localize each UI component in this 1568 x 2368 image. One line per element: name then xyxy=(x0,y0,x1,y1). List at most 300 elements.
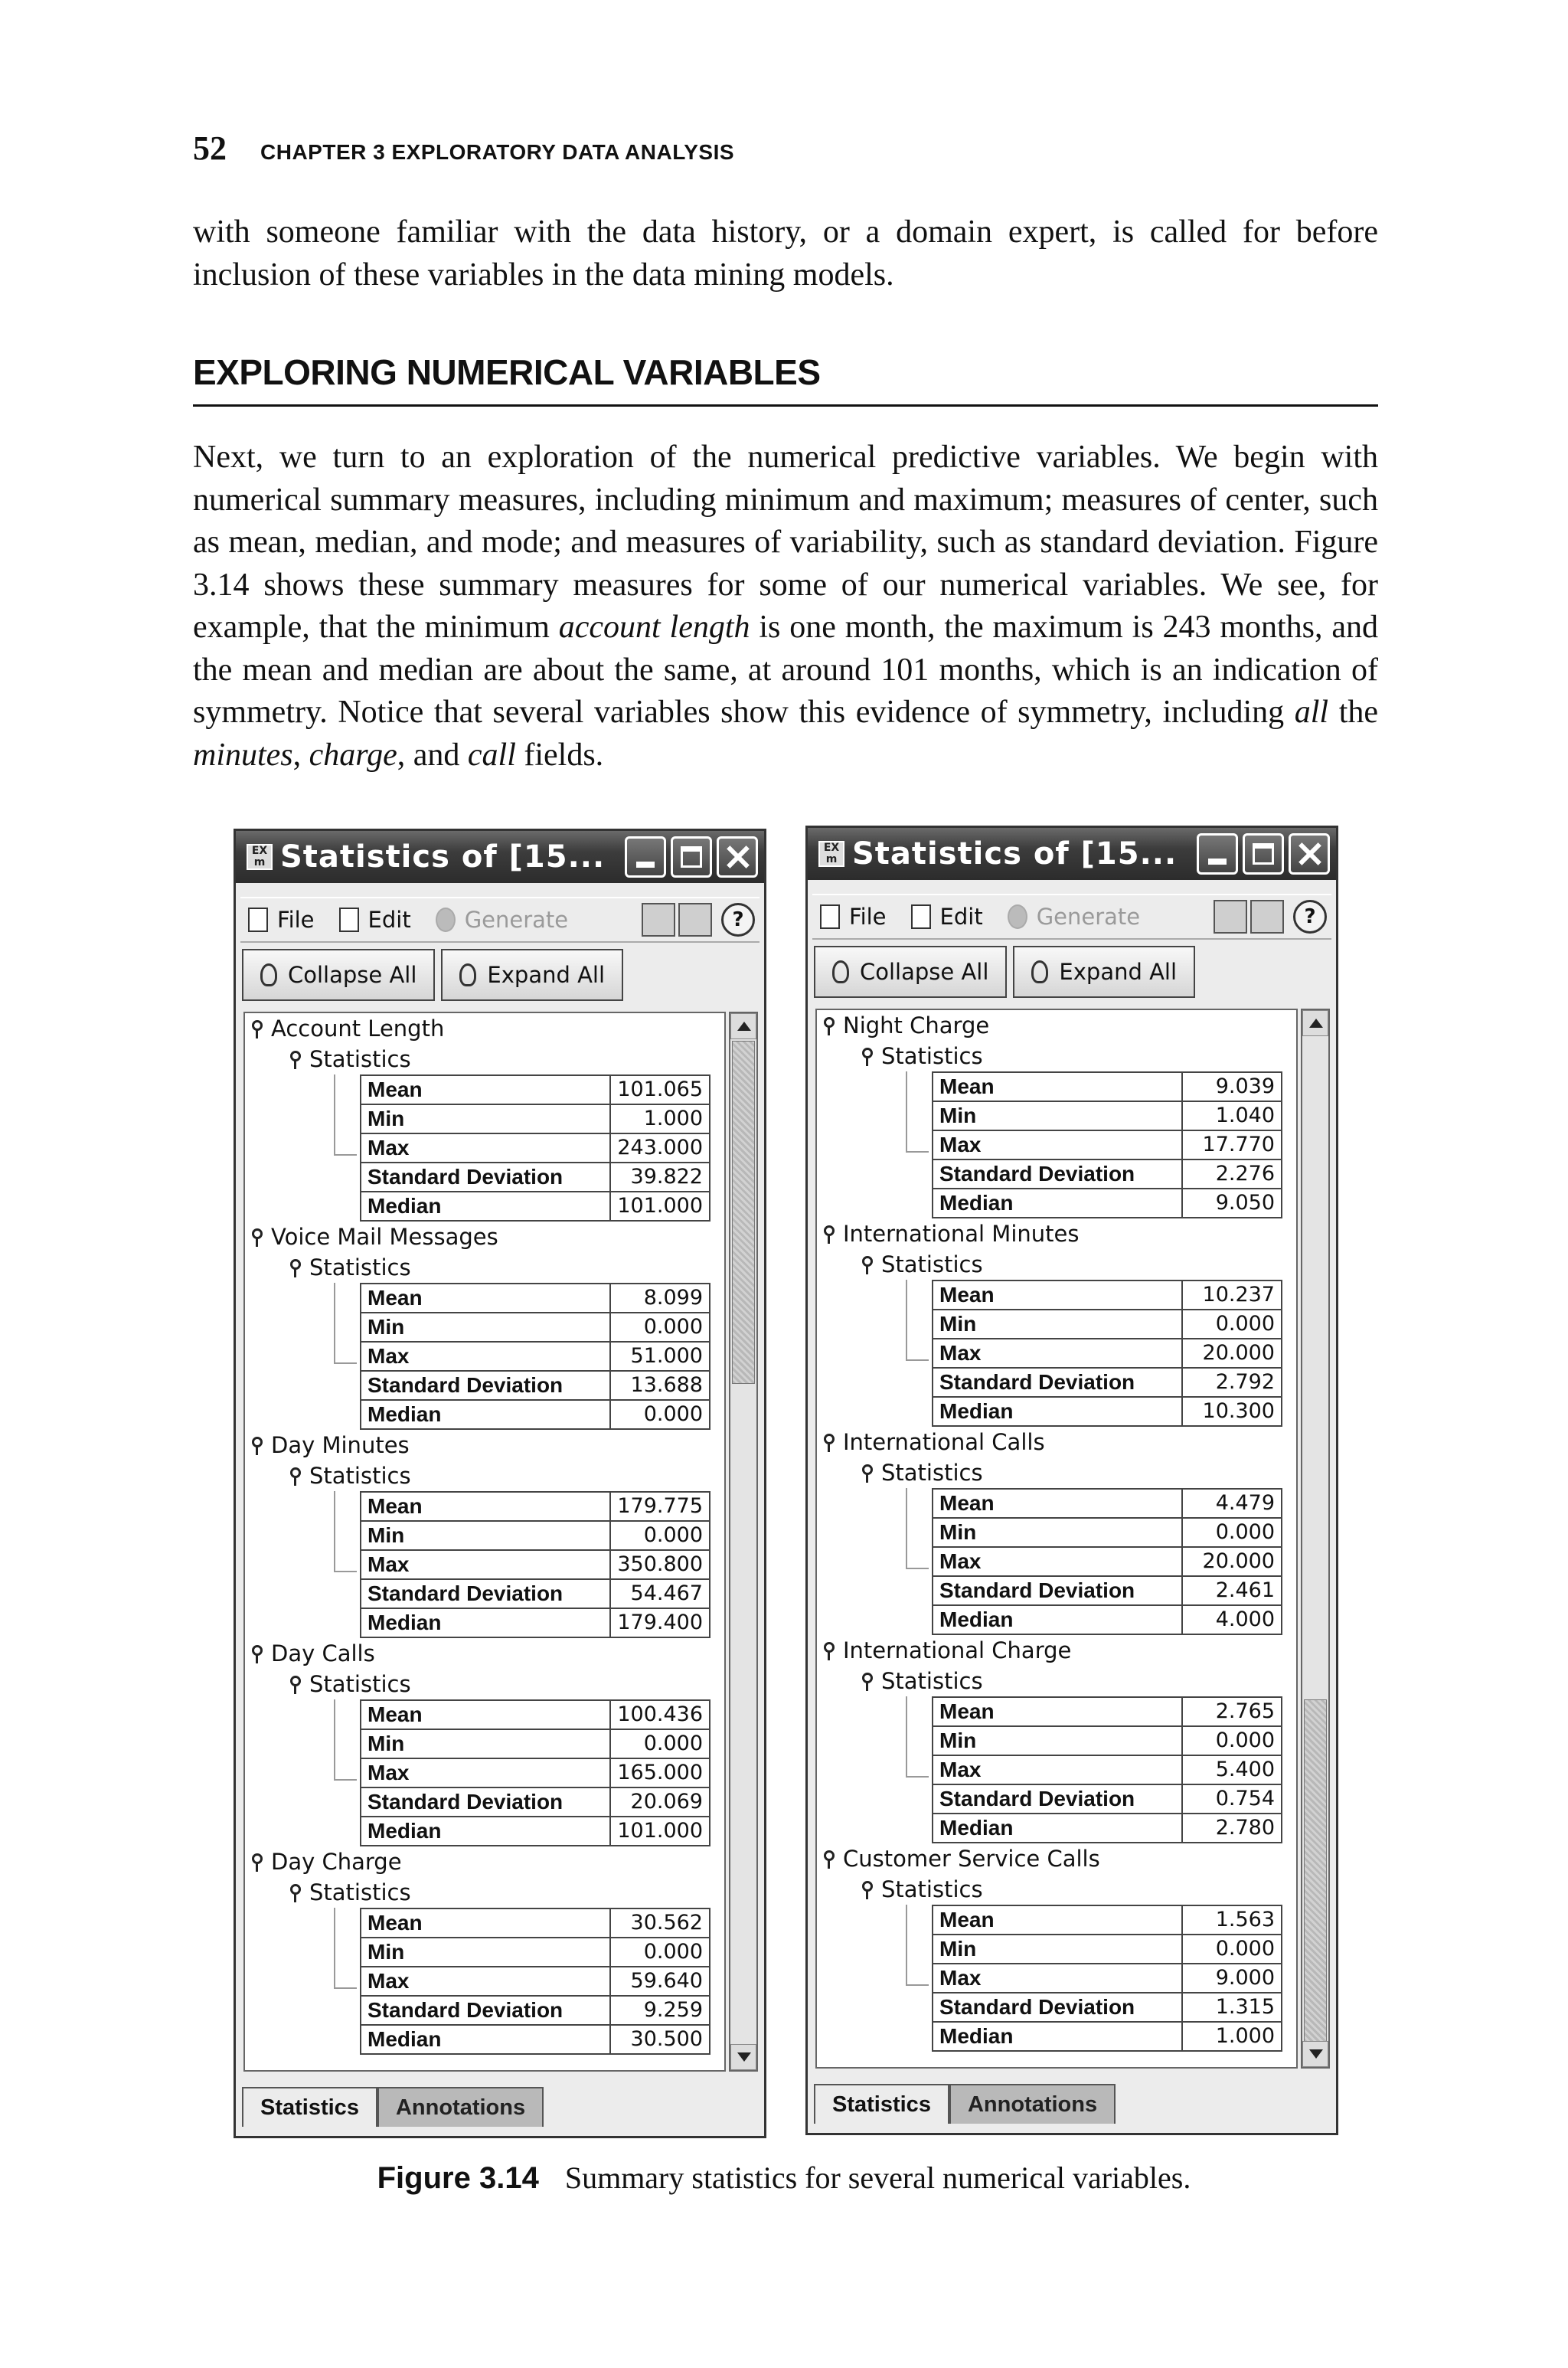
stat-value: 17.770 xyxy=(1182,1130,1282,1159)
stat-label: Min xyxy=(933,1101,1182,1130)
toolbar-icons xyxy=(1210,900,1331,934)
statistics-label: Statistics xyxy=(309,1879,411,1905)
vertical-scrollbar[interactable] xyxy=(1301,1009,1330,2069)
table-row xyxy=(933,1130,1282,1159)
menu-file[interactable]: File xyxy=(248,907,315,933)
statistics-table xyxy=(932,1071,1282,1218)
stat-label: Max xyxy=(933,1339,1182,1368)
stat-label: Min xyxy=(361,1521,610,1550)
title-bar[interactable] xyxy=(808,828,1336,880)
variable-name: Night Charge xyxy=(843,1012,990,1038)
stat-label: Min xyxy=(361,1938,610,1967)
tree-node-icon[interactable] xyxy=(251,1020,263,1037)
stat-value: 0.000 xyxy=(1182,1935,1282,1964)
statistics-tree[interactable] xyxy=(243,1012,726,2072)
tree-node-icon[interactable] xyxy=(289,1676,302,1693)
table-row xyxy=(361,1908,710,1938)
table-row xyxy=(361,1758,710,1787)
variable-tree-row[interactable] xyxy=(245,1638,724,1669)
maximize-button[interactable] xyxy=(1243,833,1284,875)
stat-label: Mean xyxy=(361,1908,610,1938)
variable-name: International Charge xyxy=(843,1637,1072,1663)
stat-value: 2.765 xyxy=(1182,1697,1282,1726)
variable-tree-row[interactable] xyxy=(817,1218,1296,1249)
stat-label: Min xyxy=(361,1313,610,1342)
stat-label: Standard Deviation xyxy=(933,1784,1182,1814)
button-bar xyxy=(242,949,758,1002)
stat-label: Min xyxy=(933,1726,1182,1755)
tree-node-icon[interactable] xyxy=(823,1017,835,1034)
stat-label: Max xyxy=(361,1758,610,1787)
window-title: Statistics of [15... xyxy=(280,839,606,875)
stat-label: Max xyxy=(933,1130,1182,1159)
table-row xyxy=(933,1368,1282,1397)
variable-node xyxy=(245,1013,724,1222)
toolbar-icons xyxy=(639,903,760,937)
intro-paragraph: with someone familiar with the data history, or a domain expert, is called for before inclusion of these variables in the data mining models. xyxy=(193,214,1378,293)
variable-tree-row[interactable] xyxy=(817,1843,1296,1874)
statistics-label: Statistics xyxy=(881,1251,983,1277)
variable-node xyxy=(245,1638,724,1846)
tree-node-icon[interactable] xyxy=(251,1437,263,1454)
table-row xyxy=(933,1905,1282,1935)
tab-strip xyxy=(242,2087,544,2127)
stat-value: 39.822 xyxy=(610,1163,710,1192)
statistics-table xyxy=(932,1280,1282,1427)
table-row xyxy=(933,1072,1282,1101)
table-row xyxy=(361,1967,710,1996)
edit-icon xyxy=(339,908,359,932)
menu-generate[interactable]: Generate xyxy=(436,907,568,933)
table-row xyxy=(361,1104,710,1133)
table-row xyxy=(361,1192,710,1221)
stat-label: Max xyxy=(361,1550,610,1579)
stat-label: Median xyxy=(933,1814,1182,1843)
stat-label: Min xyxy=(933,1518,1182,1547)
figure-label: Figure 3.14 xyxy=(377,2161,539,2195)
table-row xyxy=(933,1310,1282,1339)
caption-text: Summary statistics for several numerical variables. xyxy=(564,2160,1191,2195)
menu-file[interactable]: File xyxy=(820,904,887,930)
section-heading: EXPLORING NUMERICAL VARIABLES xyxy=(193,349,1378,407)
tree-connector-line xyxy=(906,1696,907,1776)
table-row xyxy=(361,1579,710,1608)
stat-label: Mean xyxy=(361,1075,610,1104)
table-row xyxy=(361,1938,710,1967)
stat-label: Median xyxy=(933,1189,1182,1218)
stat-value: 10.237 xyxy=(1182,1280,1282,1310)
tree-connector-line xyxy=(334,1908,335,1987)
statistics-table xyxy=(360,1283,710,1430)
stat-label: Standard Deviation xyxy=(361,1579,610,1608)
statistics-table xyxy=(360,1908,710,2055)
menu-edit[interactable]: Edit xyxy=(911,904,983,930)
scroll-thumb[interactable] xyxy=(1304,1699,1327,2043)
stat-value: 5.400 xyxy=(1182,1755,1282,1784)
menu-generate[interactable]: Generate xyxy=(1008,904,1140,930)
stat-label: Max xyxy=(933,1964,1182,1993)
scroll-thumb[interactable] xyxy=(732,1041,755,1384)
table-row xyxy=(933,1576,1282,1605)
variable-node xyxy=(245,1430,724,1638)
save-icon[interactable] xyxy=(1214,900,1247,934)
stat-value: 54.467 xyxy=(610,1579,710,1608)
tree-connector-line xyxy=(906,1984,929,1986)
stat-value: 9.039 xyxy=(1182,1072,1282,1101)
statistics-tree-row[interactable] xyxy=(817,1457,1296,1488)
stat-value: 0.000 xyxy=(610,1938,710,1967)
save-icon[interactable] xyxy=(642,903,675,937)
stat-label: Min xyxy=(361,1104,610,1133)
stat-label: Max xyxy=(933,1755,1182,1784)
stat-label: Standard Deviation xyxy=(361,1787,610,1817)
table-row xyxy=(933,1784,1282,1814)
statistics-tree-row[interactable] xyxy=(245,1669,724,1699)
stat-value: 9.000 xyxy=(1182,1964,1282,1993)
stat-value: 1.000 xyxy=(1182,2022,1282,2051)
table-row xyxy=(361,1342,710,1371)
stat-label: Min xyxy=(933,1935,1182,1964)
minimize-button[interactable] xyxy=(1197,833,1238,875)
tree-connector-line xyxy=(906,1071,907,1151)
statistics-label: Statistics xyxy=(309,1046,411,1072)
variable-node xyxy=(817,1010,1296,1218)
variable-tree-row[interactable] xyxy=(245,1222,724,1252)
stat-value: 4.000 xyxy=(1182,1605,1282,1634)
stat-value: 179.400 xyxy=(610,1608,710,1637)
stat-label: Standard Deviation xyxy=(361,1371,610,1400)
stat-value: 2.780 xyxy=(1182,1814,1282,1843)
tree-connector-line xyxy=(906,1151,929,1153)
stat-label: Min xyxy=(361,1729,610,1758)
help-icon[interactable]: ? xyxy=(1293,900,1327,934)
statistics-tree-row[interactable] xyxy=(817,1874,1296,1905)
table-row xyxy=(361,1284,710,1313)
stat-label: Standard Deviation xyxy=(933,1993,1182,2022)
stat-label: Median xyxy=(361,1817,610,1846)
table-row xyxy=(361,1729,710,1758)
stat-label: Standard Deviation xyxy=(933,1159,1182,1189)
statistics-tree-row[interactable] xyxy=(817,1249,1296,1280)
stat-value: 0.000 xyxy=(610,1313,710,1342)
statistics-tree-row[interactable] xyxy=(817,1041,1296,1071)
variable-node xyxy=(817,1843,1296,2052)
variable-node xyxy=(817,1635,1296,1843)
statistics-table xyxy=(932,1696,1282,1843)
stat-value: 8.099 xyxy=(610,1284,710,1313)
tree-node-icon[interactable] xyxy=(289,1259,302,1276)
variable-name: International Calls xyxy=(843,1429,1045,1455)
stat-value: 0.000 xyxy=(610,1400,710,1429)
stat-label: Mean xyxy=(361,1492,610,1521)
stat-value: 30.562 xyxy=(610,1908,710,1938)
statistics-tree-row[interactable] xyxy=(245,1044,724,1074)
tree-node-icon[interactable] xyxy=(289,1467,302,1484)
variable-name: Day Calls xyxy=(271,1640,375,1666)
menu-edit[interactable]: Edit xyxy=(339,907,411,933)
collapse-icon xyxy=(832,960,849,983)
close-button[interactable] xyxy=(1289,833,1330,875)
tree-node-icon[interactable] xyxy=(861,1048,874,1065)
table-row xyxy=(933,1605,1282,1634)
stat-label: Mean xyxy=(933,1905,1182,1935)
table-row xyxy=(361,1787,710,1817)
tree-connector-line xyxy=(906,1905,907,1984)
table-row xyxy=(361,1700,710,1729)
tree-node-icon[interactable] xyxy=(289,1051,302,1068)
stat-value: 101.065 xyxy=(610,1075,710,1104)
tab-annotations[interactable]: Annotations xyxy=(377,2087,544,2127)
tree-connector-line xyxy=(334,1699,335,1779)
stat-value: 9.259 xyxy=(610,1996,710,2025)
scroll-down-arrow-icon[interactable] xyxy=(730,2044,756,2070)
tree-connector-line xyxy=(906,1568,929,1569)
table-row xyxy=(361,1550,710,1579)
tree-node-icon[interactable] xyxy=(251,1853,263,1870)
stat-label: Max xyxy=(361,1133,610,1163)
stat-label: Min xyxy=(933,1310,1182,1339)
stat-label: Mean xyxy=(933,1072,1182,1101)
tree-node-icon[interactable] xyxy=(823,1434,835,1451)
variable-tree-row[interactable] xyxy=(245,1013,724,1044)
expand-all-button[interactable]: Expand All xyxy=(441,949,623,1001)
tab-strip xyxy=(814,2084,1116,2124)
tree-connector-line xyxy=(334,1491,335,1571)
variable-tree-row[interactable] xyxy=(245,1430,724,1460)
table-row xyxy=(933,1547,1282,1576)
table-row xyxy=(361,2025,710,2054)
tree-connector-line xyxy=(906,1488,907,1568)
stat-value: 30.500 xyxy=(610,2025,710,2054)
tab-annotations[interactable]: Annotations xyxy=(949,2084,1116,2124)
statistics-window-left xyxy=(234,829,766,2138)
table-row xyxy=(933,1189,1282,1218)
minimize-button[interactable] xyxy=(625,836,666,878)
tree-node-icon[interactable] xyxy=(861,1673,874,1689)
table-row xyxy=(933,1339,1282,1368)
tree-connector-line xyxy=(334,1987,357,1989)
statistics-tree-row[interactable] xyxy=(245,1252,724,1283)
variable-node xyxy=(245,1846,724,2055)
statistics-label: Statistics xyxy=(309,1463,411,1489)
tree-connector-line xyxy=(334,1362,357,1364)
collapse-all-button[interactable]: Collapse All xyxy=(242,949,435,1001)
table-row xyxy=(933,1159,1282,1189)
statistics-label: Statistics xyxy=(881,1460,983,1486)
tree-connector-line xyxy=(334,1283,335,1362)
variable-tree-row[interactable] xyxy=(817,1635,1296,1666)
stat-value: 179.775 xyxy=(610,1492,710,1521)
stat-label: Mean xyxy=(933,1489,1182,1518)
stat-value: 1.040 xyxy=(1182,1101,1282,1130)
menu-bar xyxy=(240,897,760,943)
stat-value: 2.276 xyxy=(1182,1159,1282,1189)
table-row xyxy=(933,1489,1282,1518)
variable-name: Day Minutes xyxy=(271,1432,410,1458)
variable-node xyxy=(245,1222,724,1430)
stat-value: 350.800 xyxy=(610,1550,710,1579)
variable-tree-row[interactable] xyxy=(817,1427,1296,1457)
collapse-all-button[interactable]: Collapse All xyxy=(814,946,1007,998)
statistics-tree[interactable] xyxy=(815,1009,1298,2069)
statistics-label: Statistics xyxy=(881,1876,983,1902)
tree-connector-line xyxy=(334,1571,357,1572)
variable-node xyxy=(817,1427,1296,1635)
page-number: 52 xyxy=(193,129,227,167)
tree-node-icon[interactable] xyxy=(823,1642,835,1659)
table-row xyxy=(361,1492,710,1521)
stat-value: 13.688 xyxy=(610,1371,710,1400)
tab-statistics[interactable]: Statistics xyxy=(814,2084,949,2124)
tree-node-icon[interactable] xyxy=(861,1256,874,1273)
variable-name: Customer Service Calls xyxy=(843,1846,1100,1872)
app-icon: EX m xyxy=(247,844,273,870)
close-button[interactable] xyxy=(717,836,758,878)
stat-value: 1.563 xyxy=(1182,1905,1282,1935)
stat-label: Median xyxy=(361,1192,610,1221)
variable-node xyxy=(817,1218,1296,1427)
tree-node-icon[interactable] xyxy=(823,1225,835,1242)
stat-label: Median xyxy=(933,1397,1182,1426)
table-row xyxy=(933,1814,1282,1843)
tree-connector-line xyxy=(334,1074,335,1154)
stat-label: Median xyxy=(933,1605,1182,1634)
tab-statistics[interactable]: Statistics xyxy=(242,2087,377,2127)
stat-value: 0.000 xyxy=(610,1521,710,1550)
stat-label: Max xyxy=(933,1547,1182,1576)
statistics-tree-row[interactable] xyxy=(245,1460,724,1491)
stat-value: 0.754 xyxy=(1182,1784,1282,1814)
expand-all-button[interactable]: Expand All xyxy=(1013,946,1195,998)
table-row xyxy=(933,1280,1282,1310)
stat-value: 20.000 xyxy=(1182,1339,1282,1368)
expand-icon xyxy=(1031,960,1048,983)
statistics-table xyxy=(932,1488,1282,1635)
file-icon xyxy=(248,908,268,932)
stat-value: 2.792 xyxy=(1182,1368,1282,1397)
button-bar xyxy=(814,946,1330,999)
tree-node-icon[interactable] xyxy=(861,1881,874,1898)
tree-node-icon[interactable] xyxy=(251,1645,263,1662)
tree-connector-line xyxy=(906,1776,929,1778)
stat-label: Median xyxy=(361,1608,610,1637)
table-row xyxy=(933,1397,1282,1426)
stat-value: 51.000 xyxy=(610,1342,710,1371)
tree-connector-line xyxy=(906,1280,907,1359)
figure-caption xyxy=(0,2160,1568,2196)
stat-value: 20.069 xyxy=(610,1787,710,1817)
stat-label: Standard Deviation xyxy=(361,1996,610,2025)
statistics-table xyxy=(360,1699,710,1846)
scroll-up-arrow-icon[interactable] xyxy=(1302,1010,1328,1036)
stat-label: Median xyxy=(361,2025,610,2054)
table-row xyxy=(933,2022,1282,2051)
stat-value: 243.000 xyxy=(610,1133,710,1163)
window-title: Statistics of [15... xyxy=(852,836,1178,872)
tree-connector-line xyxy=(334,1779,357,1781)
stat-value: 165.000 xyxy=(610,1758,710,1787)
stat-label: Median xyxy=(361,1400,610,1429)
maximize-button[interactable] xyxy=(671,836,712,878)
statistics-tree-row[interactable] xyxy=(245,1877,724,1908)
stat-value: 1.315 xyxy=(1182,1993,1282,2022)
expand-icon xyxy=(459,963,476,986)
stat-label: Standard Deviation xyxy=(933,1576,1182,1605)
stat-value: 0.000 xyxy=(1182,1310,1282,1339)
help-icon[interactable]: ? xyxy=(721,903,755,937)
stat-value: 2.461 xyxy=(1182,1576,1282,1605)
stat-value: 0.000 xyxy=(1182,1518,1282,1547)
tree-node-icon[interactable] xyxy=(823,1850,835,1867)
variable-name: International Minutes xyxy=(843,1221,1080,1247)
variable-tree-row[interactable] xyxy=(817,1010,1296,1041)
stat-label: Max xyxy=(361,1967,610,1996)
stat-value: 20.000 xyxy=(1182,1547,1282,1576)
stat-label: Max xyxy=(361,1342,610,1371)
tree-connector-line xyxy=(906,1359,929,1361)
tree-node-icon[interactable] xyxy=(861,1464,874,1481)
statistics-window-right xyxy=(805,826,1338,2135)
statistics-table xyxy=(360,1074,710,1222)
stat-value: 101.000 xyxy=(610,1817,710,1846)
scroll-down-arrow-icon[interactable] xyxy=(1302,2041,1328,2067)
table-row xyxy=(933,1518,1282,1547)
table-row xyxy=(361,1075,710,1104)
scroll-up-arrow-icon[interactable] xyxy=(730,1013,756,1039)
table-row xyxy=(361,1608,710,1637)
file-icon xyxy=(820,904,840,929)
title-bar[interactable] xyxy=(236,831,764,883)
table-row xyxy=(933,1964,1282,1993)
running-head: CHAPTER 3 EXPLORATORY DATA ANALYSIS xyxy=(260,140,735,164)
menu-bar xyxy=(812,894,1331,940)
table-row xyxy=(361,1996,710,2025)
stat-value: 1.000 xyxy=(610,1104,710,1133)
statistics-tree-row[interactable] xyxy=(817,1666,1296,1696)
statistics-table xyxy=(932,1905,1282,2052)
stat-label: Median xyxy=(933,2022,1182,2051)
tree-node-icon[interactable] xyxy=(289,1884,302,1901)
body-paragraph: Next, we turn to an exploration of the numerical predictive variables. We begin with numerical summary measures, including minimum and maximum; measures of center, such as mean, median, and mode; and measures of variability, such as standard deviation. Figure 3.14 shows these summary measures for some of our numerical variables. We see, for example, that the minimum account length is one month, the maximum is 243 months, and the mean and median are about the same, at around 101 months, which is an indication of symmetry. Notice that several variables show this evidence of symmetry, including all the minutes, charge, and call fields. xyxy=(193,440,1379,773)
stat-value: 0.000 xyxy=(610,1729,710,1758)
table-row xyxy=(933,1726,1282,1755)
table-row xyxy=(361,1817,710,1846)
collapse-icon xyxy=(260,963,277,986)
statistics-label: Statistics xyxy=(881,1668,983,1694)
statistics-label: Statistics xyxy=(881,1043,983,1069)
variable-tree-row[interactable] xyxy=(245,1846,724,1877)
stat-label: Mean xyxy=(361,1700,610,1729)
vertical-scrollbar[interactable] xyxy=(729,1012,758,2072)
variable-name: Day Charge xyxy=(271,1849,402,1875)
stat-label: Mean xyxy=(933,1697,1182,1726)
table-row xyxy=(361,1133,710,1163)
page-header xyxy=(193,129,734,175)
table-row xyxy=(361,1313,710,1342)
stat-value: 4.479 xyxy=(1182,1489,1282,1518)
stat-value: 9.050 xyxy=(1182,1189,1282,1218)
print-icon[interactable] xyxy=(1250,900,1284,934)
app-icon: EX m xyxy=(818,841,844,867)
edit-icon xyxy=(911,904,931,929)
table-row xyxy=(933,1935,1282,1964)
variable-name: Voice Mail Messages xyxy=(271,1224,498,1250)
stat-label: Standard Deviation xyxy=(933,1368,1182,1397)
stat-label: Mean xyxy=(933,1280,1182,1310)
print-icon[interactable] xyxy=(678,903,712,937)
stat-value: 101.000 xyxy=(610,1192,710,1221)
tree-node-icon[interactable] xyxy=(251,1228,263,1245)
